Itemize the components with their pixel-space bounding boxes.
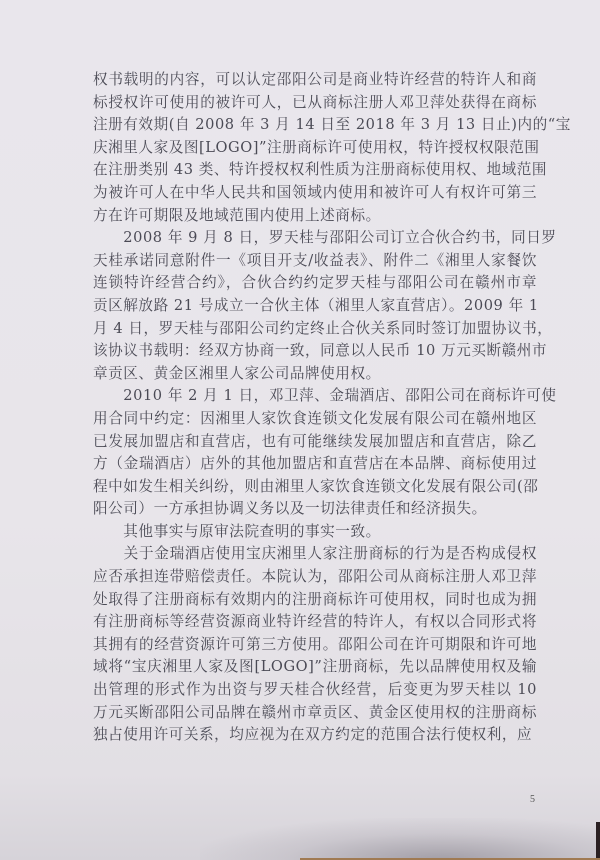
text-line: 方（金瑞酒店）店外的其他加盟店和直营店在本品牌、商标使用过 <box>93 455 537 473</box>
text-line: 关于金瑞酒店使用宝庆湘里人家注册商标的行为是否构成侵权 <box>93 545 537 563</box>
text-line: 其他事实与原审法院查明的事实一致。 <box>93 522 381 540</box>
text-line: 万元买断邵阳公司品牌在赣州市章贡区、黄金区使用权的注册商标 <box>93 703 537 721</box>
text-line: 月 4 日，罗天桂与邵阳公司约定终止合伙关系同时签订加盟协议书， <box>93 319 553 337</box>
text-line: 用合同中约定：因湘里人家饮食连锁文化发展有限公司在赣州地区 <box>93 409 537 427</box>
text-line: 方在许可期限及地域范围内使用上述商标。 <box>93 206 381 224</box>
page-number: 5 <box>530 794 535 805</box>
text-line: 阳公司）一方承担协调义务以及一切法律责任和经济损失。 <box>93 500 487 518</box>
text-line: 处取得了注册商标有效期内的注册商标许可使用权，同时也成为拥 <box>93 590 537 608</box>
paragraph <box>93 69 571 227</box>
paragraph <box>93 543 537 746</box>
text-line: 其拥有的经营资源许可第三方使用。邵阳公司在许可期限和许可地 <box>93 635 537 653</box>
text-line: 2010 年 2 月 1 日，邓卫萍、金瑞酒店、邵阳公司在商标许可使 <box>93 387 557 405</box>
text-line: 有注册商标等经营资源商业特许经营的特许人，有权以合同形式将 <box>93 613 537 631</box>
text-line: 出管理的形式作为出资与罗天桂合伙经营，后变更为罗天桂以 10 <box>93 681 537 699</box>
text-line: 程中如发生相关纠纷，则由湘里人家饮食连锁文化发展有限公司(邵 <box>93 477 539 495</box>
text-line: 天桂承诺同意附件一《项目开支/收益表》、附件二《湘里人家餐饮 <box>93 251 537 269</box>
text-line: 在注册类别 43 类、特许授权权利性质为注册商标使用权、地域范围 <box>93 161 548 179</box>
text-line: 2008 年 9 月 8 日，罗天桂与邵阳公司订立合伙合约书，同日罗 <box>93 229 557 247</box>
text-line: 连锁特许经营合约》，合伙合约约定罗天桂与邵阳公司在赣州市章 <box>93 274 537 292</box>
paragraph <box>93 521 537 544</box>
text-line: 应否承担连带赔偿责任。本院认为，邵阳公司从商标注册人邓卫萍 <box>93 568 537 586</box>
text-line: 权书载明的内容，可以认定邵阳公司是商业特许经营的特许人和商 <box>93 71 537 88</box>
text-line: 为被许可人在中华人民共和国领域内使用和被许可人有权许可第三 <box>93 183 537 201</box>
document-body <box>93 69 571 747</box>
text-line: 已发展加盟店和直营店，也有可能继续发展加盟店和直营店，除乙 <box>93 432 537 450</box>
text-line: 标授权许可使用的被许可人，已从商标注册人邓卫萍处获得在商标 <box>93 93 537 111</box>
text-line: 注册有效期(自 2008 年 3 月 14 日至 2018 年 3 月 13 日止)内的“宝 <box>93 116 571 134</box>
text-line: 该协议书载明：经双方协商一致，同意以人民币 10 万元买断赣州市 <box>93 342 548 360</box>
text-line: 贡区解放路 21 号成立一合伙主体（湘里人家直营店）。2009 年 1 <box>93 296 539 314</box>
paragraph <box>93 227 557 385</box>
paragraph <box>93 385 557 521</box>
text-line: 章贡区、黄金区湘里人家公司品牌使用权。 <box>93 364 381 382</box>
scan-edge <box>596 822 600 860</box>
text-line: 庆湘里人家及图[LOGO]”注册商标许可使用权，特许授权权限范围 <box>93 138 540 156</box>
text-line: 域将“宝庆湘里人家及图[LOGO]”注册商标，先以品牌使用权及输 <box>93 658 537 676</box>
scan-shadow <box>200 818 600 860</box>
text-line: 独占使用许可关系，均应视为在双方约定的范围合法行使权利，应 <box>93 726 533 744</box>
